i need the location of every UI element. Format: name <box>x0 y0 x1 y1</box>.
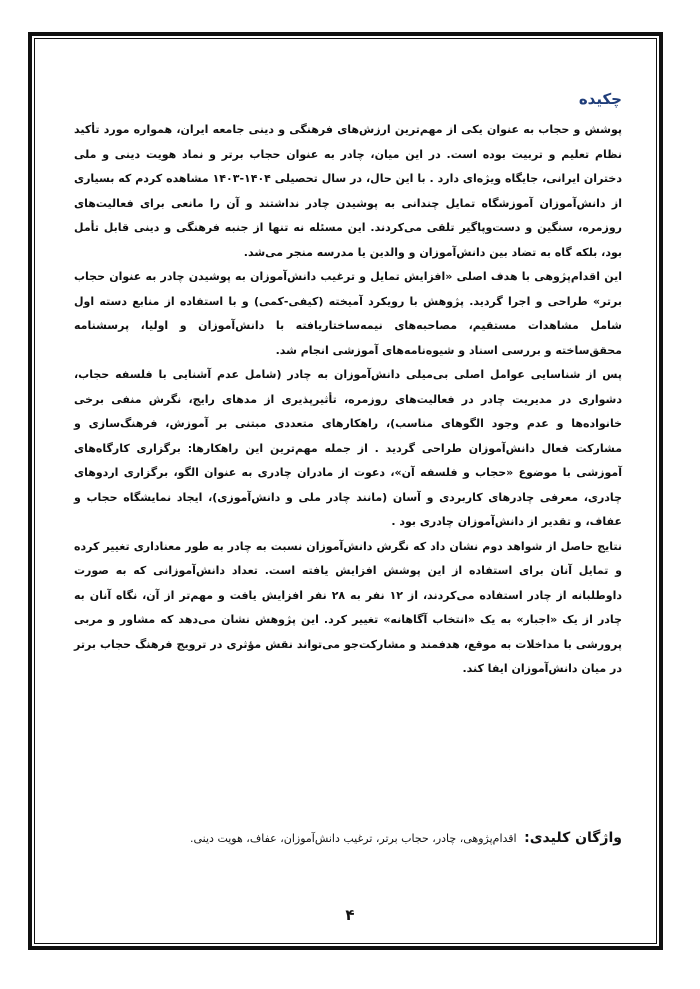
page-number: ۴ <box>345 906 355 924</box>
abstract-paragraph-1: پوشش و حجاب به عنوان یکی از مهم‌ترین ارزش‌های فرهنگی و دینی جامعه ایران، همواره مورد تأکید نظام تعلیم و تربیت بوده است. در این میان، چادر به عنوان حجاب برتر و نماد هویت دینی و ملی دختران ایرانی، جایگاه ویژه‌ای دارد . با این حال، در سال تحصیلی ۱۴۰۴-۱۴۰۳ مشاهده کردم که بسیاری از دانش‌آموزان آموزشگاه تمایل چندانی به پوشیدن چادر نداشتند و آن را مانعی برای فعالیت‌های روزمره، سنگین و دست‌وپاگیر تلقی می‌کردند. این مسئله نه تنها از جنبه فرهنگی و دینی قابل تأمل بود، بلکه گاه به تضاد بین دانش‌آموزان و والدین یا مدرسه منجر می‌شد. <box>74 123 622 259</box>
abstract-paragraph-2: این اقدام‌پژوهی با هدف اصلی «افزایش تمایل و ترغیب دانش‌آموزان به پوشیدن چادر به عنوان حجاب برتر» طراحی و اجرا گردید. پژوهش با رویکرد آمیخته (کیفی-کمی) و با استفاده از منابع دسته اول شامل مشاهدات مستقیم، مصاحبه‌های نیمه‌ساختاریافته با دانش‌آموزان و اولیا، پرسشنامه محقق‌ساخته و بررسی اسناد و شیوه‌نامه‌های آموزشی انجام شد. <box>74 270 622 357</box>
abstract-section <box>74 86 622 682</box>
abstract-paragraph-3: پس از شناسایی عوامل اصلی بی‌میلی دانش‌آموزان به چادر (شامل عدم آشنایی با فلسفه حجاب، دشواری در مدیریت چادر در فعالیت‌های روزمره، تأثیرپذیری از مدهای رایج، نگرش منفی برخی خانواده‌ها و عدم وجود الگوهای مناسب)، راهکارهای متعددی مبتنی بر آموزش، فرهنگ‌سازی و مشارکت فعال دانش‌آموزان طراحی گردید . از جمله مهم‌ترین این راهکارها: برگزاری کارگاه‌های آموزشی با موضوع «حجاب و فلسفه آن»، دعوت از مادران چادری به عنوان الگو، برگزاری اردوهای چادری، معرفی چادرهای کاربردی و آسان (مانند چادر ملی و دانش‌آموزی)، ایجاد نمایشگاه حجاب و عفاف، و تقدیر از دانش‌آموزان چادری بود . <box>74 368 622 528</box>
abstract-paragraph-4: نتایج حاصل از شواهد دوم نشان داد که نگرش دانش‌آموزان نسبت به چادر به طور معناداری تغییر کرده و تمایل آنان برای استفاده از این پوشش افزایش یافته است. تعداد دانش‌آموزانی که به صورت داوطلبانه از چادر استفاده می‌کردند، از ۱۲ نفر به ۲۸ نفر افزایش یافت و مهم‌تر از آن، نگاه آنان به چادر از یک «اجبار» به یک «انتخاب آگاهانه» تغییر کرد. این پژوهش نشان می‌دهد که مشاور و مربی پرورشی با مداخلات به موقع، هدفمند و مشارکت‌جو می‌تواند نقش مؤثری در ترویج فرهنگ حجاب برتر در میان دانش‌آموزان ایفا کند. <box>74 539 623 675</box>
keywords-label: واژگان کلیدی: <box>524 830 622 846</box>
keywords-text: اقدام‌پژوهی، چادر، حجاب برتر، ترغیب دانش‌آموزان، عفاف، هویت دینی. <box>190 832 517 845</box>
keywords-line <box>74 826 622 851</box>
abstract-heading: چکیده <box>578 90 622 108</box>
